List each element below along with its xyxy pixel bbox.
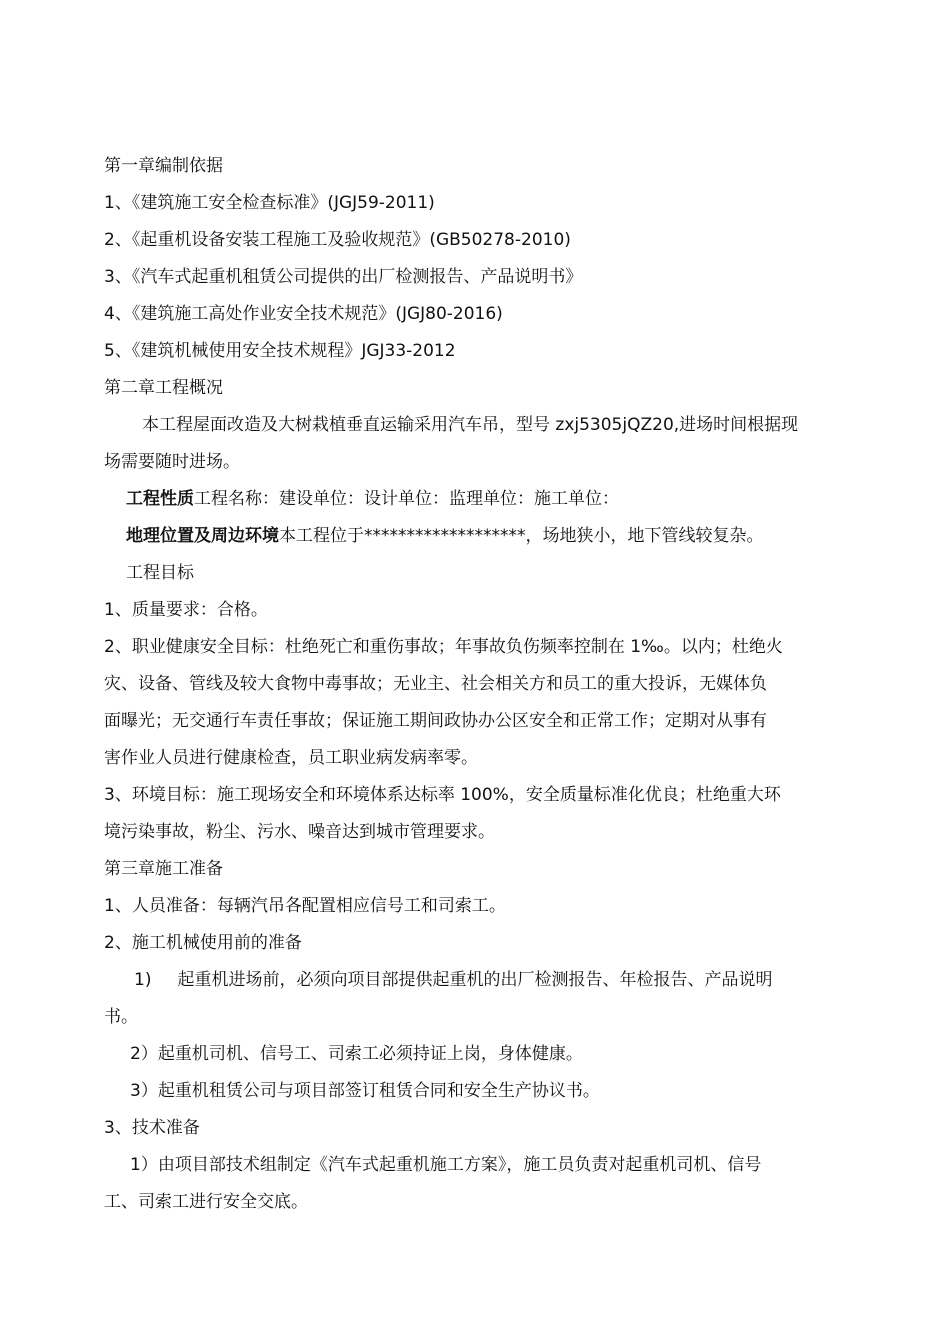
project-location-label: 地理位置及周边环境 bbox=[126, 526, 279, 546]
goal-safety-line-2: 灾、设备、管线及较大食物中毒事故；无业主、社会相关方和员工的重大投诉，无媒体负 bbox=[104, 674, 767, 694]
goal-environment-line-1: 3、环境目标：施工现场安全和环境体系达标率 100%，安全质量标准化优良；杜绝重大环 bbox=[104, 785, 781, 805]
prep-technical-title: 3、技术准备 bbox=[104, 1118, 200, 1138]
basis-item-2: 2、《起重机设备安装工程施工及验收规范》(GB50278-2010) bbox=[104, 230, 571, 250]
chapter-2-title: 第二章工程概况 bbox=[104, 378, 223, 398]
prep-machinery-item-3: 3）起重机租赁公司与项目部签订租赁合同和安全生产协议书。 bbox=[130, 1081, 600, 1101]
chapter-1-title: 第一章编制依据 bbox=[104, 156, 223, 176]
goal-safety-line-4: 害作业人员进行健康检查，员工职业病发病率零。 bbox=[104, 748, 478, 768]
project-nature bbox=[104, 481, 854, 518]
project-goals-title: 工程目标 bbox=[126, 563, 194, 583]
document-page bbox=[104, 148, 854, 1221]
goal-safety-line-1: 2、职业健康安全目标：杜绝死亡和重伤事故；年事故负伤频率控制在 1‰。以内；杜绝火 bbox=[104, 637, 783, 657]
overview-intro-line-1: 本工程屋面改造及大树栽植垂直运输采用汽车吊，型号 zxj5305jQZ20,进场时间根据现 bbox=[142, 415, 799, 435]
prep-machinery-item-1-text: 起重机进场前，必须向项目部提供起重机的出厂检测报告、年检报告、产品说明 bbox=[177, 970, 773, 990]
project-location bbox=[104, 518, 854, 555]
prep-machinery-item-2: 2）起重机司机、信号工、司索工必须持证上岗，身体健康。 bbox=[130, 1044, 583, 1064]
prep-machinery-item-1-line-1 bbox=[104, 962, 854, 999]
project-nature-text: 工程名称：建设单位：设计单位：监理单位：施工单位： bbox=[194, 489, 619, 509]
overview-intro-line-2: 场需要随时进场。 bbox=[104, 452, 240, 472]
prep-personnel: 1、人员准备：每辆汽吊各配置相应信号工和司索工。 bbox=[104, 896, 506, 916]
prep-machinery-item-1-number: 1) bbox=[134, 970, 152, 990]
goal-environment-line-2: 境污染事故，粉尘、污水、噪音达到城市管理要求。 bbox=[104, 822, 495, 842]
prep-technical-item-1-line-1: 1）由项目部技术组制定《汽车式起重机施工方案》，施工员负责对起重机司机、信号 bbox=[130, 1155, 762, 1175]
basis-item-1: 1、《建筑施工安全检查标准》(JGJ59-2011) bbox=[104, 193, 435, 213]
basis-item-5: 5、《建筑机械使用安全技术规程》JGJ33-2012 bbox=[104, 341, 456, 361]
chapter-3-title: 第三章施工准备 bbox=[104, 859, 223, 879]
basis-item-3: 3、《汽车式起重机租赁公司提供的出厂检测报告、产品说明书》 bbox=[104, 267, 583, 287]
prep-technical-item-1-line-2: 工、司索工进行安全交底。 bbox=[104, 1192, 308, 1212]
project-nature-label: 工程性质 bbox=[126, 489, 194, 509]
basis-item-4: 4、《建筑施工高处作业安全技术规范》(JGJ80-2016) bbox=[104, 304, 503, 324]
goal-quality: 1、质量要求：合格。 bbox=[104, 600, 268, 620]
prep-machinery-item-1-line-2: 书。 bbox=[104, 1007, 138, 1027]
prep-machinery-title: 2、施工机械使用前的准备 bbox=[104, 933, 302, 953]
goal-safety-line-3: 面曝光；无交通行车责任事故；保证施工期间政协办公区安全和正常工作；定期对从事有 bbox=[104, 711, 767, 731]
project-location-text: 本工程位于*******************，场地狭小，地下管线较复杂。 bbox=[279, 526, 764, 546]
